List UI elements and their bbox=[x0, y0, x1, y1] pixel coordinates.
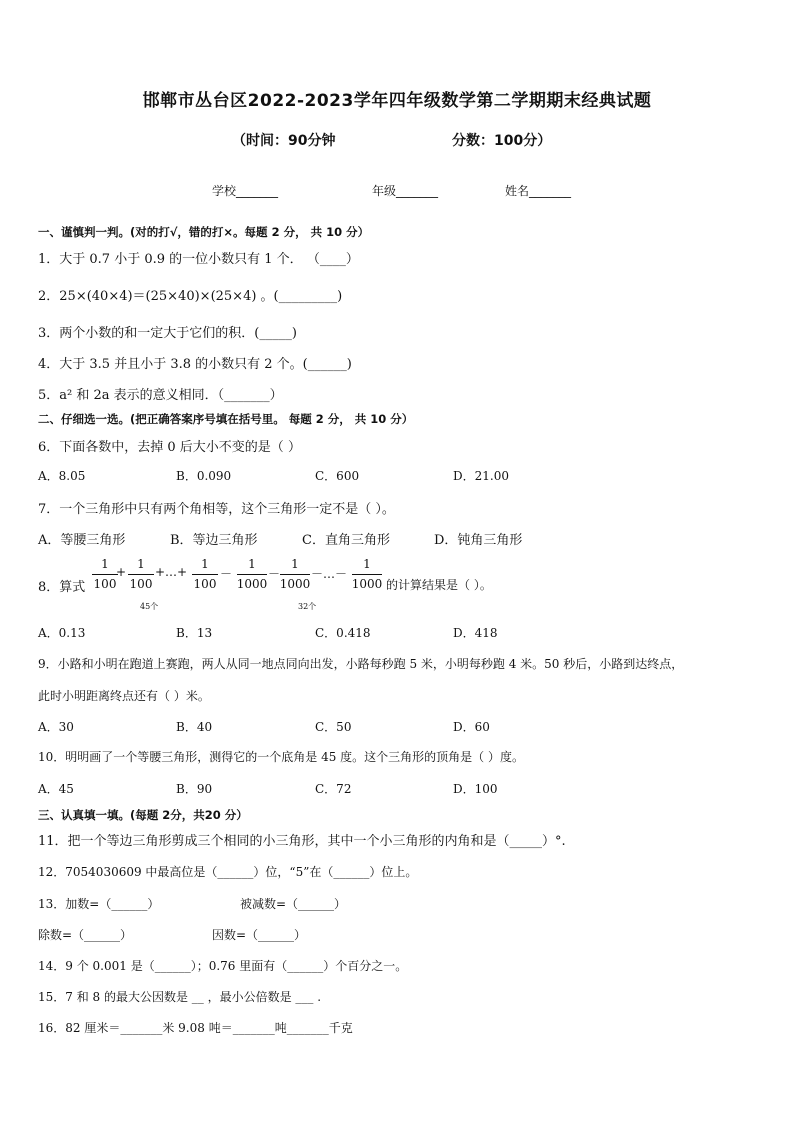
q8-op-4: － bbox=[268, 567, 281, 581]
q8-fraction-2-bar bbox=[128, 574, 154, 575]
q8-op-3: － bbox=[220, 567, 233, 581]
q9-option-c: C．50 bbox=[315, 720, 352, 734]
q8-fraction-4-bar bbox=[237, 574, 267, 575]
question-16: 16．82 厘米＝_______米 9.08 吨＝_______吨_______千克 bbox=[38, 1021, 353, 1035]
question-5: 5．a² 和 2a 表示的意义相同．（_______） bbox=[38, 388, 283, 403]
question-15: 15．7 和 8 的最大公因数是 __ ，最小公倍数是 ___ . bbox=[38, 990, 322, 1004]
school-field[interactable]: 学校_______ bbox=[212, 184, 279, 198]
section-1-heading: 一、谨慎判一判。(对的打√，错的打×。每题 2 分， 共 10 分） bbox=[38, 225, 370, 239]
score-label: 分数：100分） bbox=[452, 133, 552, 149]
question-13-factor: 因数=（______） bbox=[212, 928, 307, 942]
q8-fraction-6-bar bbox=[352, 574, 382, 575]
question-8-suffix: 的计算结果是（ ）。 bbox=[386, 578, 492, 592]
q6-option-b: B．0.090 bbox=[176, 469, 232, 483]
question-13-divisor: 除数=（______） bbox=[38, 928, 133, 942]
question-11: 11．把一个等边三角形剪成三个相同的小三角形，其中一个小三角形的内角和是（_____）°. bbox=[38, 834, 566, 849]
q8-fraction-6-den: 1000 bbox=[351, 577, 383, 591]
q9-option-b: B．40 bbox=[176, 720, 213, 734]
q8-fraction-5-den: 1000 bbox=[279, 577, 311, 591]
question-3: 3．两个小数的和一定大于它们的积．(_____) bbox=[38, 326, 297, 341]
q8-fraction-3-num: 1 bbox=[201, 557, 209, 571]
q7-option-c: C．直角三角形 bbox=[302, 533, 390, 548]
q8-op-5: －…－ bbox=[311, 567, 348, 581]
q8-fraction-2-num: 1 bbox=[137, 557, 145, 571]
q8-fraction-5-bar bbox=[280, 574, 310, 575]
q8-option-a: A．0.13 bbox=[38, 626, 86, 640]
q9-option-d: D．60 bbox=[453, 720, 490, 734]
q8-option-b: B．13 bbox=[176, 626, 213, 640]
q10-option-a: A．45 bbox=[38, 782, 74, 796]
question-6: 6．下面各数中，去掉 0 后大小不变的是（ ） bbox=[38, 440, 301, 455]
q8-fraction-6-num: 1 bbox=[363, 557, 371, 571]
question-13-addend: 13．加数=（______） bbox=[38, 897, 160, 911]
question-4: 4．大于 3.5 并且小于 3.8 的小数只有 2 个。(______) bbox=[38, 357, 352, 372]
question-14: 14．9 个 0.001 是（______）；0.76 里面有（______）个百分之一。 bbox=[38, 959, 408, 973]
q8-fraction-2-den: 100 bbox=[129, 577, 153, 591]
q8-option-c: C．0.418 bbox=[315, 626, 371, 640]
question-13-minuend: 被减数=（______） bbox=[240, 897, 347, 911]
q8-option-d: D．418 bbox=[453, 626, 498, 640]
q6-option-a: A．8.05 bbox=[38, 469, 86, 483]
q8-fraction-3-den: 100 bbox=[193, 577, 217, 591]
page-title: 邯郸市丛台区2022-2023学年四年级数学第二学期期末经典试题 bbox=[142, 91, 652, 111]
q8-fraction-1-den: 100 bbox=[93, 577, 117, 591]
name-field[interactable]: 姓名_______ bbox=[505, 184, 572, 198]
q7-option-d: D．钝角三角形 bbox=[434, 533, 523, 548]
q7-option-a: A．等腰三角形 bbox=[38, 533, 126, 548]
q8-group-1-count: 45个 bbox=[140, 602, 159, 611]
q8-fraction-5-num: 1 bbox=[291, 557, 299, 571]
question-2: 2．25×(40×4)＝(25×40)×(25×4) 。(_________) bbox=[38, 289, 343, 304]
q8-fraction-3-bar bbox=[192, 574, 218, 575]
q10-option-d: D．100 bbox=[453, 782, 498, 796]
q6-option-d: D．21.00 bbox=[453, 469, 509, 483]
q6-option-c: C．600 bbox=[315, 469, 360, 483]
question-1: 1．大于 0.7 小于 0.9 的一位小数只有 1 个． （____） bbox=[38, 252, 359, 267]
q8-fraction-1-num: 1 bbox=[101, 557, 109, 571]
q8-fraction-4-den: 1000 bbox=[236, 577, 268, 591]
q8-op-2: +…+ bbox=[155, 565, 188, 579]
q8-group-2-count: 32个 bbox=[298, 602, 317, 611]
q8-fraction-1-bar bbox=[92, 574, 118, 575]
question-9-line-1: 9．小路和小明在跑道上赛跑，两人从同一地点同向出发，小路每秒跑 5 米，小明每秒跑 4 米。50 秒后，小路到达终点， bbox=[38, 657, 684, 671]
question-10: 10．明明画了一个等腰三角形，测得它的一个底角是 45 度。这个三角形的顶角是（ ）度。 bbox=[38, 750, 524, 764]
question-12: 12．7054030609 中最高位是（______）位，“5”在（______）位上。 bbox=[38, 865, 418, 879]
q8-op-1: + bbox=[116, 565, 127, 579]
question-9-line-2: 此时小明距离终点还有（ ）米。 bbox=[38, 689, 210, 703]
section-3-heading: 三、认真填一填。(每题 2分，共20 分） bbox=[38, 808, 248, 822]
question-8-prefix: 8．算式 bbox=[38, 580, 86, 595]
q9-option-a: A．30 bbox=[38, 720, 74, 734]
time-label: （时间：90分钟 bbox=[232, 133, 336, 149]
grade-field[interactable]: 年级_______ bbox=[372, 184, 439, 198]
q8-fraction-4-num: 1 bbox=[248, 557, 256, 571]
q7-option-b: B．等边三角形 bbox=[170, 533, 258, 548]
q10-option-c: C．72 bbox=[315, 782, 352, 796]
section-2-heading: 二、仔细选一选。(把正确答案序号填在括号里。 每题 2 分， 共 10 分） bbox=[38, 412, 414, 426]
q10-option-b: B．90 bbox=[176, 782, 213, 796]
question-7: 7．一个三角形中只有两个角相等，这个三角形一定不是（ ）。 bbox=[38, 502, 395, 517]
